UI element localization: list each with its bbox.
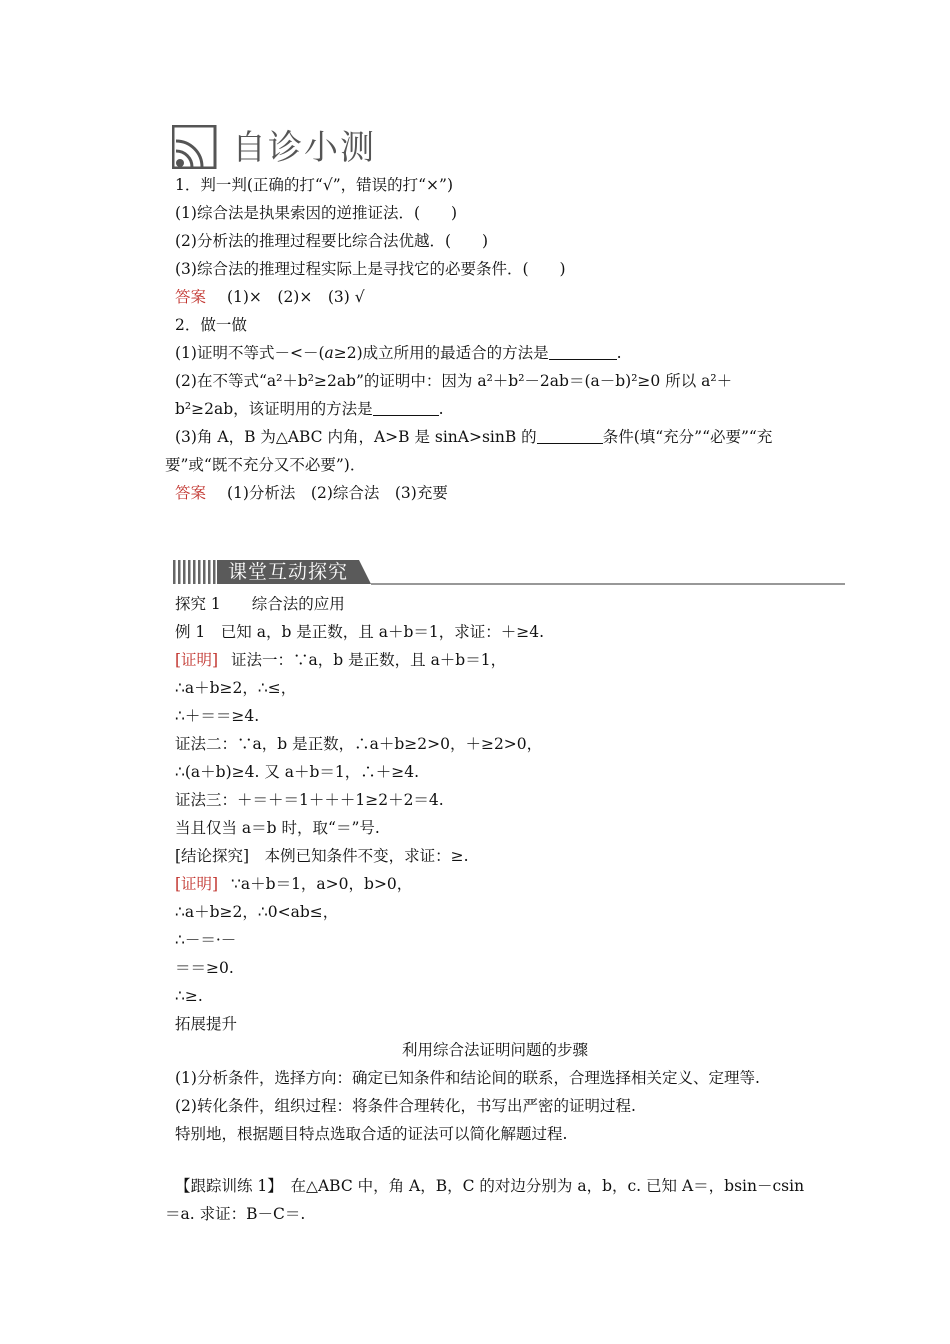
question-1-heading: 1．判一判(正确的打“√”，错误的打“×”) <box>175 176 454 194</box>
extension-line: 特别地，根据题目特点选取合适的证法可以简化解题过程. <box>175 1125 568 1143</box>
section-title: 课堂互动探究 <box>228 561 349 583</box>
training-line-2: ＝a. 求证：B－C＝. <box>165 1205 306 1223</box>
proof-line: ∴a＋b≥2，∴≤， <box>175 679 297 697</box>
extension-line: (2)转化条件，组织过程：将条件合理转化，书写出严密的证明过程. <box>175 1097 636 1115</box>
question-1-item: (1)综合法是执果索因的逆推证法．( ) <box>175 204 458 222</box>
proof-label: [证明] <box>175 651 219 669</box>
question-2-1: (1)证明不等式－<－(a≥2)成立所用的最适合的方法是 . <box>175 344 622 362</box>
answer-line <box>175 287 365 307</box>
fill-blank <box>549 345 617 360</box>
example-statement: 例 1 已知 a，b 是正数，且 a＋b＝1，求证：＋≥4. <box>175 623 545 641</box>
question-2-2-line-1: (2)在不等式“a²＋b²≥2ab”的证明中：因为 a²＋b²－2ab＝(a－b)²≥0 所以 a²＋ <box>175 372 733 390</box>
explore-heading: 探究 1 综合法的应用 <box>175 595 345 613</box>
proof-label: [证明] <box>175 875 219 893</box>
question-2-heading: 2．做一做 <box>175 316 247 334</box>
question-2-2-line-2: b²≥2ab，该证明用的方法是 . <box>175 400 444 418</box>
proof-line: ＝＝≥0. <box>175 959 234 977</box>
extension-title: 利用综合法证明问题的步骤 <box>401 1041 588 1059</box>
question-1-item: (3)综合法的推理过程实际上是寻找它的必要条件．( ) <box>175 260 566 278</box>
proof-line: 当且仅当 a＝b 时，取“＝”号. <box>175 819 380 837</box>
fill-blank <box>537 429 603 444</box>
question-1-item: (2)分析法的推理过程要比综合法优越．( ) <box>175 232 489 250</box>
training-line-1: 【跟踪训练 1】 在△ABC 中，角 A，B，C 的对边分别为 a，b，c. 已知 A＝，bsin－csin <box>175 1177 805 1195</box>
proof-line: ∴＋＝＝≥4. <box>175 707 260 725</box>
proof-line: ∴－＝·－ <box>175 931 237 949</box>
conclusion-explore: [结论探究] 本例已知条件不变，求证：≥. <box>175 847 469 865</box>
question-2-3-line-2: 要”或“既不充分又不必要”)． <box>165 456 366 474</box>
section-title: 自诊小测 <box>232 128 376 168</box>
proof-line: ∴a＋b≥2，∴0<ab≤， <box>175 903 339 921</box>
answer-text: (1)分析法 (2)综合法 (3)充要 <box>226 484 448 502</box>
proof-line: ∴(a＋b)≥4. 又 a＋b＝1，∴＋≥4. <box>175 763 420 781</box>
answer-line <box>175 483 448 503</box>
answer-label: 答案 <box>175 288 207 306</box>
answer-label: 答案 <box>175 484 207 502</box>
answer-text: (1)× (2)× (3) √ <box>226 288 365 306</box>
proof-line: 证法二：∵a，b 是正数，∴a＋b≥2>0，＋≥2>0， <box>175 735 543 753</box>
proof-line: 证法三：＋＝＋＝1＋＋＋1≥2＋2＝4. <box>175 791 444 809</box>
proof-line: [证明] 证法一：∵a，b 是正数，且 a＋b＝1， <box>175 651 507 669</box>
extension-line: (1)分析条件，选择方向：确定已知条件和结论间的联系，合理选择相关定义、定理等. <box>175 1069 760 1087</box>
question-2-3-line-1: (3)角 A，B 为△ABC 内角，A>B 是 sinA>sinB 的 条件(填“充分”“必要”“充 <box>175 428 773 446</box>
extension-label: 拓展提升 <box>175 1015 238 1033</box>
proof-line: [证明] ∵a＋b＝1，a>0，b>0， <box>175 875 413 893</box>
fill-blank <box>373 401 439 416</box>
proof-line: ∴≥. <box>175 987 203 1005</box>
